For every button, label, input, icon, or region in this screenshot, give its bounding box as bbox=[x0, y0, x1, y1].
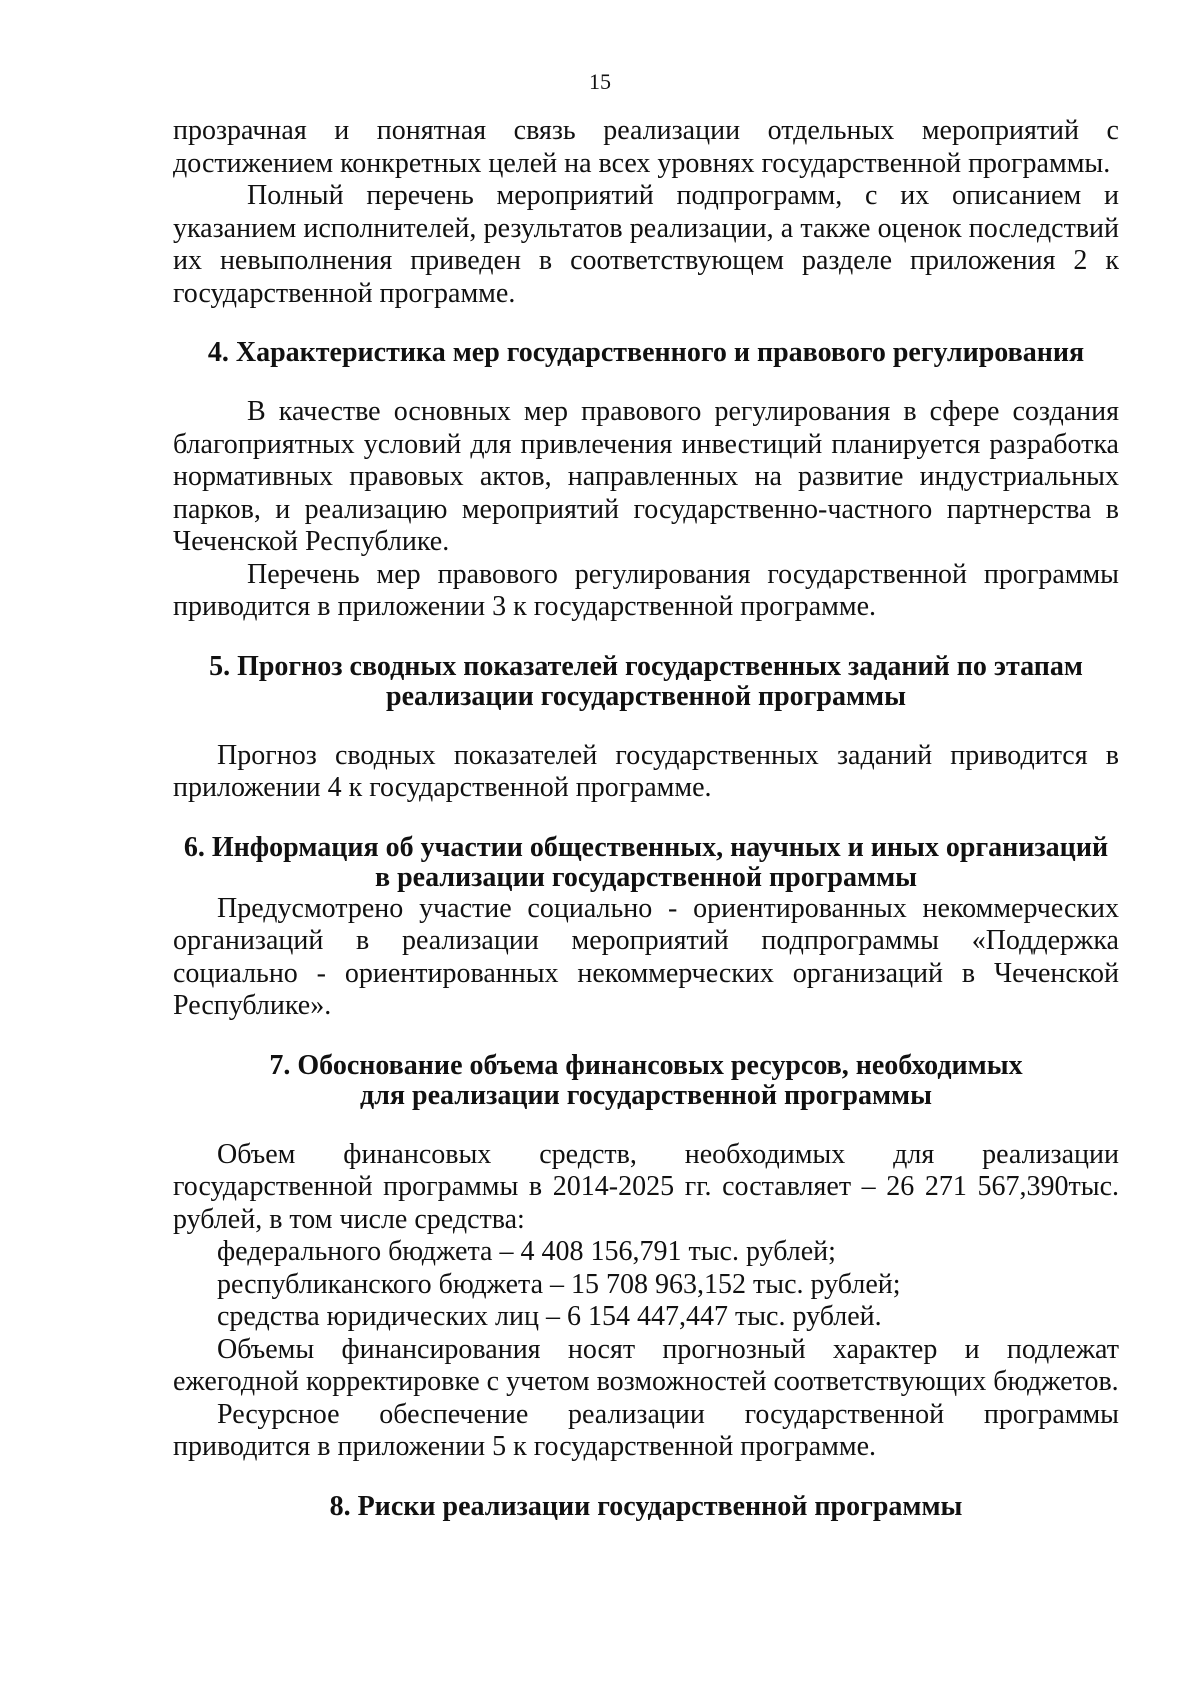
section-7-republican-budget: республиканского бюджета – 15 708 963,152 тыс. рублей; bbox=[217, 1268, 901, 1300]
intro-paragraph-2: Полный перечень мероприятий подпрограмм, с их описанием и указанием исполнителей, результатов реализации, а также оценок последствий их невыполнения приведен в соответствующем разделе приложения 2 к государственной программе. bbox=[173, 180, 1119, 309]
section-5-title-line-2: реализации государственной программы bbox=[386, 680, 906, 712]
page-content bbox=[173, 115, 1119, 1522]
section-4-paragraph-2: Перечень мер правового регулирования государственной программы приводится в приложении 3 к государственной программе. bbox=[173, 558, 1119, 622]
section-7-title-line-2: для реализации государственной программы bbox=[360, 1079, 932, 1111]
section-8-title: 8. Риски реализации государственной программы bbox=[329, 1490, 963, 1522]
section-4-paragraph-1: В качестве основных мер правового регулирования в сфере создания благоприятных условий для привлечения инвестиций планируется разработка нормативных правовых актов, направленных на развитие индустриальных парков, и реализацию мероприятий государственно-частного партнерства в Чеченской Республике. bbox=[173, 396, 1119, 557]
section-7-paragraph-1: Объем финансовых средств, необходимых для реализации государственной программы в 2014-2025 гг. составляет – 26 271 567,390тыс. рублей, в том числе средства: bbox=[173, 1138, 1119, 1235]
intro-paragraph-1: прозрачная и понятная связь реализации отдельных мероприятий с достижением конкретных целей на всех уровнях государственной программы. bbox=[173, 115, 1119, 179]
section-5-title-line-1: 5. Прогноз сводных показателей государственных заданий по этапам bbox=[209, 650, 1083, 682]
section-6-title-line-2: в реализации государственной программы bbox=[374, 861, 918, 893]
section-7-federal-budget: федерального бюджета – 4 408 156,791 тыс. рублей; bbox=[217, 1236, 836, 1267]
section-7-title-line-1: 7. Обоснование объема финансовых ресурсов, необходимых bbox=[269, 1049, 1023, 1081]
section-6-title-line-1: 6. Информация об участии общественных, научных и иных организаций bbox=[183, 831, 1109, 863]
section-8-heading bbox=[173, 1492, 1119, 1522]
section-7-paragraph-5: Объемы финансирования носят прогнозный характер и подлежат ежегодной корректировке с учетом возможностей соответствующих бюджетов. bbox=[173, 1333, 1119, 1397]
section-7-legal-entities: средства юридических лиц – 6 154 447,447 тыс. рублей. bbox=[217, 1301, 882, 1332]
section-4-title: 4. Характеристика мер государственного и правового регулирования bbox=[207, 337, 1085, 368]
page-number: 15 bbox=[589, 69, 611, 94]
section-4-heading bbox=[173, 338, 1119, 368]
section-6-paragraph-1: Предусмотрено участие социально - ориентированных некоммерческих организаций в реализации мероприятий подпрограммы «Поддержка социально - ориентированных некоммерческих организаций в Чеченской Республике». bbox=[173, 892, 1119, 1021]
section-5-paragraph-1: Прогноз сводных показателей государственных заданий приводится в приложении 4 к государственной программе. bbox=[173, 739, 1119, 803]
section-5-heading bbox=[173, 652, 1119, 712]
section-6-heading bbox=[173, 833, 1119, 893]
section-7-heading bbox=[173, 1051, 1119, 1111]
section-7-paragraph-6: Ресурсное обеспечение реализации государственной программы приводится в приложении 5 к государственной программе. bbox=[173, 1398, 1119, 1462]
